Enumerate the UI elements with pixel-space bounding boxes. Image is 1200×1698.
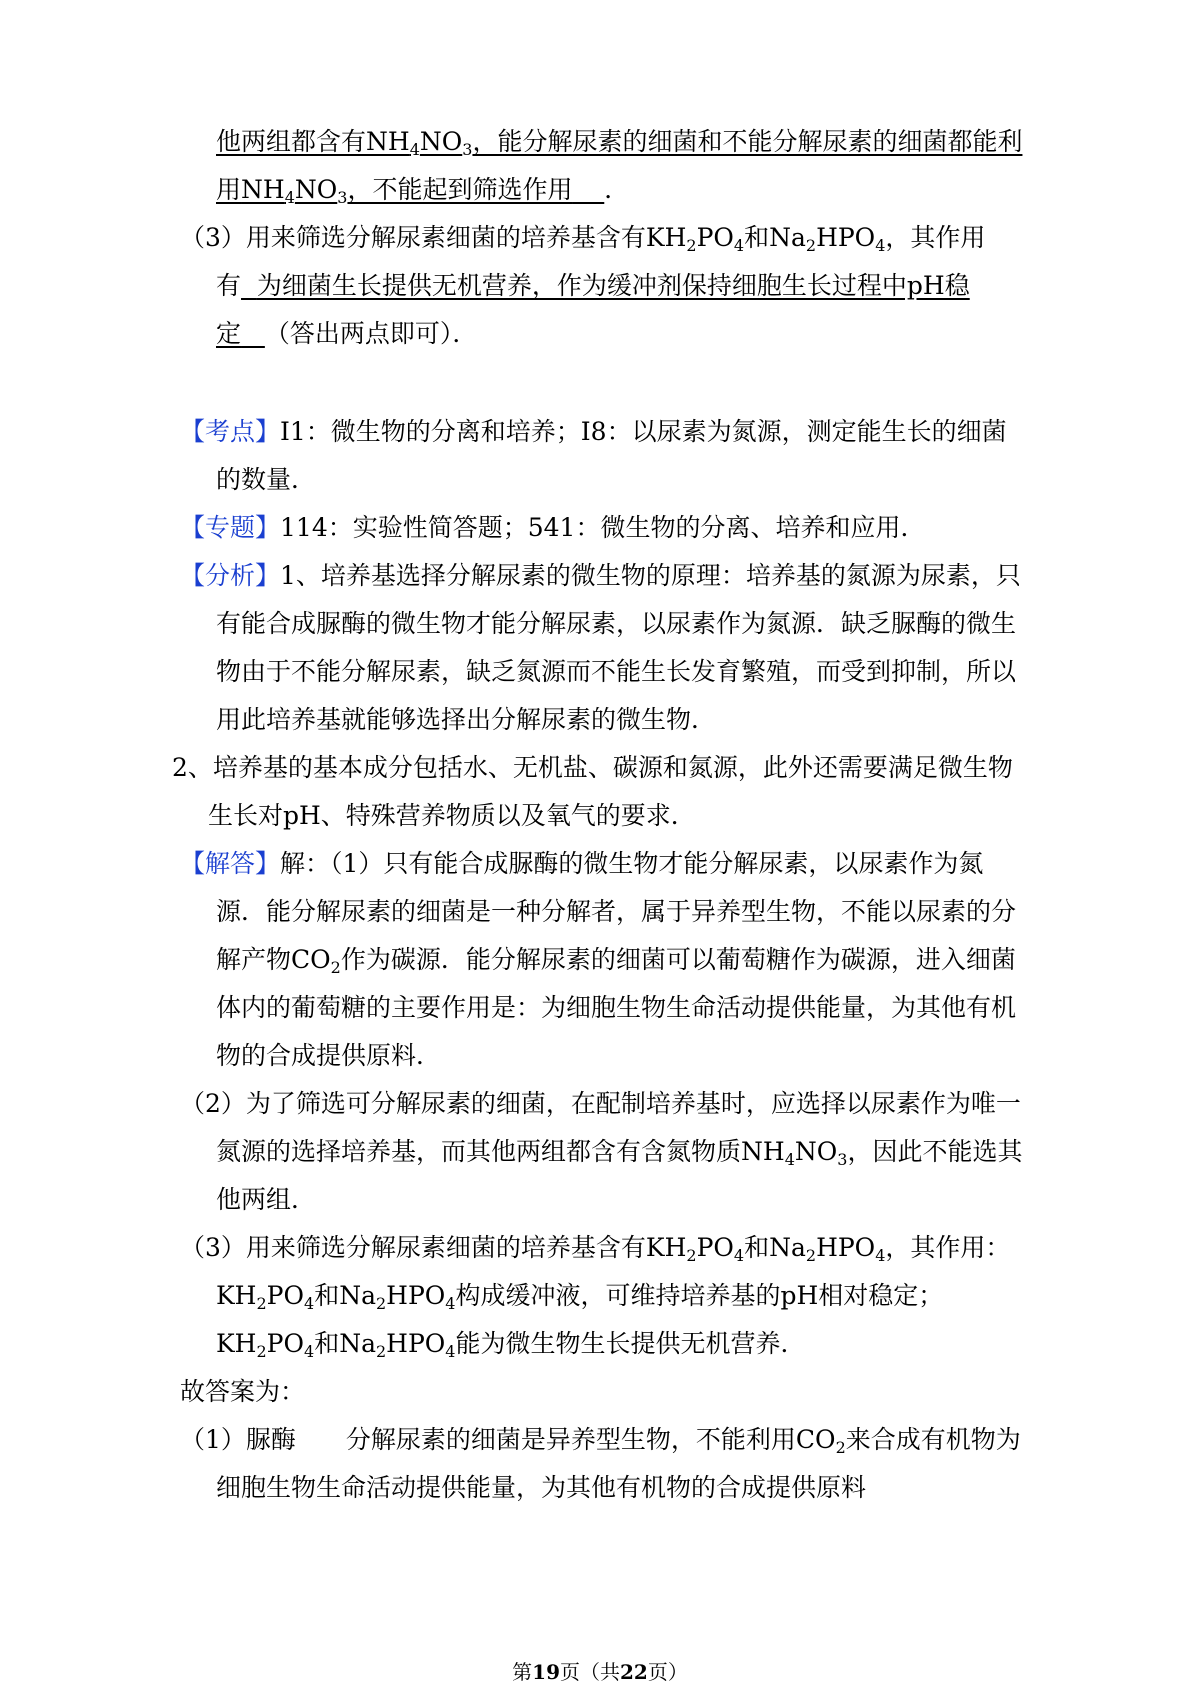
final-answer-label: 故答案为： <box>180 1377 306 1406</box>
jieda-part-2: （2）为了筛选可分解尿素的细菌，在配制培养基时，应选择以尿素作为唯一氮源的选择培养基，而其他两组都含有含氮物质$NH_4NO_3$，因此不能选其他两组． <box>180 1089 1023 1214</box>
answer-continuation: 他两组都含有$NH_4NO_3$，能分解尿素的细菌和不能分解尿素的细菌都能利用$NH_4NO_3$，不能起到筛选作用 ． <box>216 127 1023 207</box>
document-body <box>172 118 1025 1512</box>
answer-underline: 为细菌生长提供无机营养，作为缓冲剂保持细胞生长过程中pH稳定 <box>216 271 970 348</box>
page-number: 19 <box>532 1660 560 1684</box>
jieda-part-3: （3）用来筛选分解尿素细菌的培养基含有$KH_2PO_4$和$Na_2HPO_4$，其作用：$KH_2PO_4$和$Na_2HPO_4$构成缓冲液，可维持培养基的pH相对稳定；$KH_2PO_4$和$Na_2HPO_4$能为微生物生长提供无机营养． <box>180 1233 1011 1361</box>
section-fenxi: 【分析】1、培养基选择分解尿素的微生物的原理：培养基的氮源为尿素，只有能合成脲酶的微生物才能分解尿素，以尿素作为氮源．缺乏脲酶的微生物由于不能分解尿素，缺乏氮源而不能生长发育繁殖，而受到抑制，所以用此培养基就能够选择出分解尿素的微生物． <box>180 561 1021 734</box>
page-footer: 第19页（共22页） <box>512 1660 688 1684</box>
question-3: （3）用来筛选分解尿素细菌的培养基含有$KH_2PO_4$和$Na_2HPO_4$，其作用有 为细菌生长提供无机营养，作为缓冲剂保持细胞生长过程中pH稳定 （答出两点即可）． <box>180 223 986 348</box>
fenxi-point-2: 2、培养基的基本成分包括水、无机盐、碳源和氮源，此外还需要满足微生物生长对pH、特殊营养物质以及氧气的要求． <box>172 753 1013 830</box>
section-tag: 【分析】 <box>180 561 281 590</box>
section-tag: 【专题】 <box>180 513 281 542</box>
section-jieda: 【解答】解：（1）只有能合成脲酶的微生物才能分解尿素，以尿素作为氮源．能分解尿素的细菌是一种分解者，属于异养型生物，不能以尿素的分解产物$CO_2$作为碳源．能分解尿素的细菌可以葡萄糖作为碳源，进入细菌体内的葡萄糖的主要作用是：为细胞生物生命活动提供能量，为其他有机物的合成提供原料． <box>180 849 1017 1070</box>
section-kaodian: 【考点】I1：微生物的分离和培养；I8：以尿素为氮源，测定能生长的细菌的数量． <box>180 417 1007 494</box>
final-answer-1: （1）脲酶 分解尿素的细菌是异养型生物，不能利用$CO_2$来合成有机物为细胞生物生命活动提供能量，为其他有机物的合成提供原料 <box>180 1425 1021 1502</box>
total-pages: 22 <box>620 1660 648 1684</box>
section-zhuanti: 【专题】114：实验性简答题；541：微生物的分离、培养和应用． <box>180 513 926 542</box>
answer-underline: 他两组都含有$NH_4NO_3$，能分解尿素的细菌和不能分解尿素的细菌都能利用$NH_4NO_3$，不能起到筛选作用 <box>216 127 1023 207</box>
section-tag: 【解答】 <box>180 849 281 878</box>
section-tag: 【考点】 <box>180 417 281 446</box>
